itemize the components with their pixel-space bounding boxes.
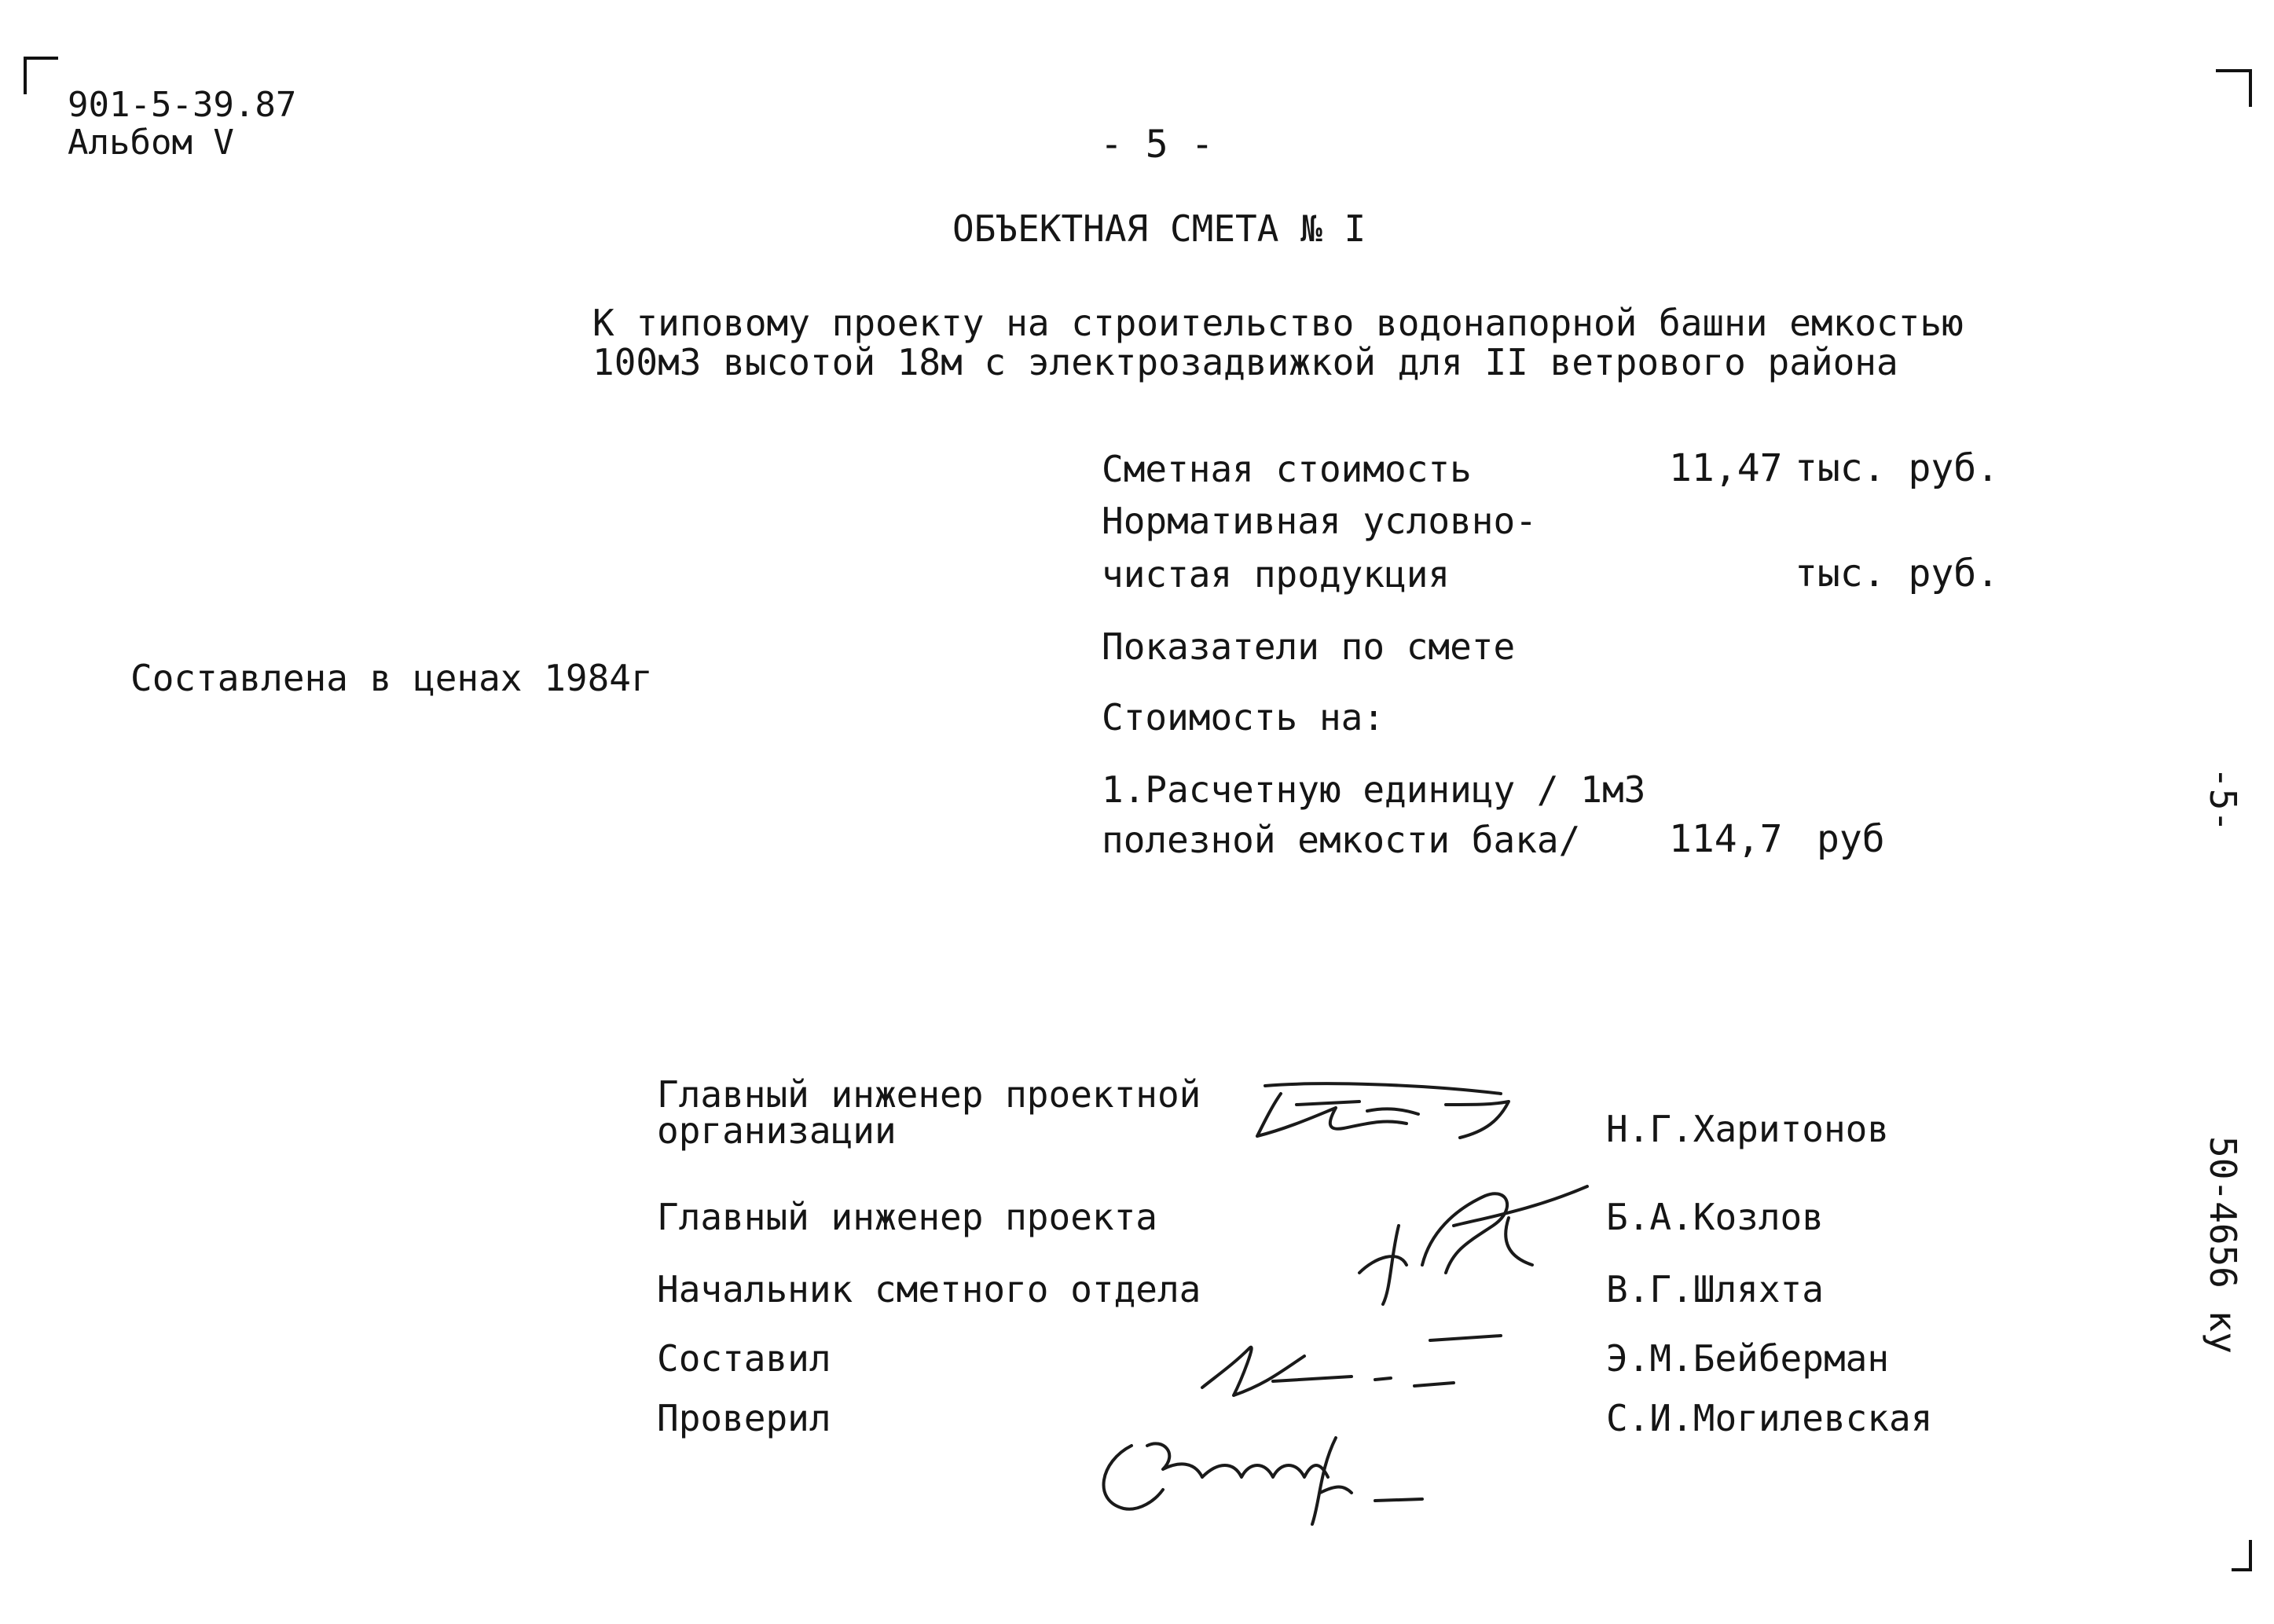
handwritten-signature-1	[1249, 1073, 1532, 1152]
estimated-cost-value: 11,47	[1669, 446, 1783, 490]
signer-name-checked-by: С.И.Могилевская	[1606, 1397, 1933, 1439]
signer-name-chief-engineer-org: Н.Г.Харитонов	[1606, 1108, 1890, 1150]
normative-label-line-1: Нормативная условно-	[1102, 500, 1537, 542]
indicator-item-1-value: 114,7	[1669, 817, 1783, 861]
signer-name-chief-engineer-project: Б.А.Козлов	[1606, 1196, 1824, 1238]
indicator-item-1-line-1: 1.Расчетную единицу / 1м3	[1102, 768, 1646, 811]
corner-mark-top-right	[2216, 69, 2252, 107]
signer-role-chief-engineer-org-line-1: Главный инженер проектной	[657, 1073, 1201, 1116]
page-number: - 5 -	[1100, 123, 1214, 167]
handwritten-signature-4	[1084, 1414, 1462, 1532]
corner-mark-top-left	[24, 57, 58, 94]
signer-role-chief-engineer-project: Главный инженер проекта	[657, 1196, 1157, 1238]
document-code: 901-5-39.87	[68, 85, 297, 125]
normative-label-line-2: чистая продукция	[1102, 553, 1451, 596]
margin-page-mark: -5-	[2202, 767, 2244, 833]
handwritten-signature-3	[1187, 1309, 1517, 1403]
signer-role-chief-engineer-org-line-2: организации	[657, 1109, 897, 1152]
subtitle-line-2: 100м3 высотой 18м с электрозадвижкой для II ветрового района	[592, 341, 1898, 383]
indicator-item-1-unit: руб	[1817, 817, 1885, 861]
estimated-cost-unit: тыс. руб.	[1795, 446, 2000, 490]
signer-role-compiled-by: Составил	[657, 1337, 831, 1380]
normative-unit: тыс. руб.	[1795, 552, 2000, 596]
prices-note: Составлена в ценах 1984г	[130, 657, 653, 699]
indicators-label: Показатели по смете	[1102, 625, 1516, 668]
signer-role-checked-by: Проверил	[657, 1397, 831, 1439]
estimated-cost-label: Сметная стоимость	[1102, 448, 1472, 490]
margin-archive-code: 50-4656 ку	[2202, 1136, 2244, 1354]
corner-mark-bottom-right	[2232, 1540, 2252, 1571]
subtitle-line-1: К типовому проекту на строительство водонапорной башни емкостью	[592, 302, 1964, 344]
signer-role-head-estimates: Начальник сметного отдела	[657, 1268, 1201, 1311]
handwritten-signature-2	[1273, 1179, 1603, 1312]
indicator-item-1-line-2: полезной емкости бака/	[1102, 819, 1581, 861]
signer-name-compiled-by: Э.М.Бейберман	[1606, 1337, 1890, 1380]
document-title: ОБЪЕКТНАЯ СМЕТА № I	[952, 207, 1366, 250]
signer-name-head-estimates: В.Г.Шляхта	[1606, 1268, 1824, 1311]
cost-on-label: Стоимость на:	[1102, 696, 1385, 739]
album-label: Альбом V	[68, 123, 234, 163]
